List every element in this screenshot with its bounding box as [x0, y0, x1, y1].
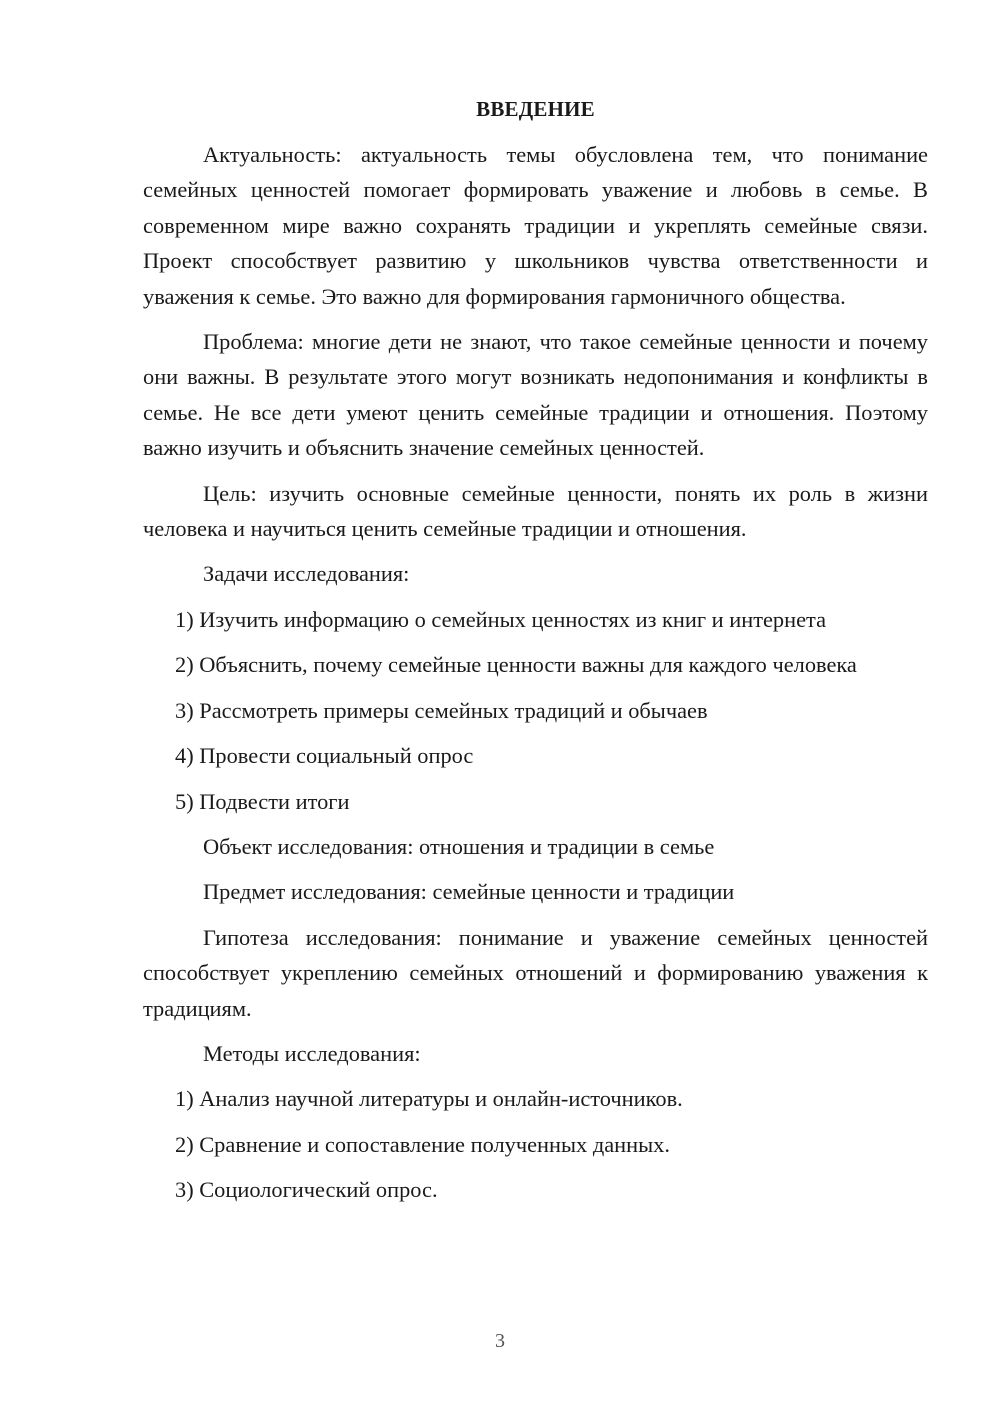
method-item: 2) Сравнение и сопоставление полученных данных. [175, 1131, 670, 1157]
methods-heading: Методы исследования: [203, 1040, 421, 1066]
tasks-heading: Задачи исследования: [203, 561, 410, 587]
task-item: 4) Провести социальный опрос [175, 743, 474, 769]
research-subject: Предмет исследования: семейные ценности и традиции [203, 879, 735, 905]
method-item: 1) Анализ научной литературы и онлайн-источников. [175, 1086, 683, 1112]
task-item: 2) Объяснить, почему семейные ценности важны для каждого человека [175, 652, 857, 678]
relevance-paragraph: Актуальность: актуальность темы обусловлена тем, что понимание семейных ценностей помогает формировать уважение и любовь в семье. В современном мире важно сохранять традиции и укреплять семейные связи. Проект способствует развитию у школьников чувства ответственности и уважения к семье. Это важно для формирования гармоничного общества. [143, 142, 928, 309]
problem-paragraph: Проблема: многие дети не знают, что такое семейные ценности и почему они важны. В результате этого могут возникать недопонимания и конфликты в семье. Не все дети умеют ценить семейные традиции и отношения. Поэтому важно изучить и объяснить значение семейных ценностей. [143, 329, 928, 461]
page-content [143, 92, 928, 1218]
task-item: 3) Рассмотреть примеры семейных традиций и обычаев [175, 697, 708, 723]
goal-paragraph: Цель: изучить основные семейные ценности, понять их роль в жизни человека и научиться ценить семейные традиции и отношения. [143, 480, 928, 542]
tasks-list [143, 602, 928, 819]
research-object: Объект исследования: отношения и традиции в семье [203, 833, 715, 859]
method-item: 3) Социологический опрос. [175, 1177, 438, 1203]
task-item: 5) Подвести итоги [175, 788, 350, 814]
hypothesis-paragraph: Гипотеза исследования: понимание и уважение семейных ценностей способствует укреплению семейных отношений и формированию уважения к традициям. [143, 924, 928, 1021]
task-item: 1) Изучить информацию о семейных ценностях из книг и интернета [175, 606, 827, 632]
page-number: 3 [495, 1330, 505, 1352]
methods-list [143, 1081, 928, 1207]
section-title: ВВЕДЕНИЕ [476, 97, 595, 121]
